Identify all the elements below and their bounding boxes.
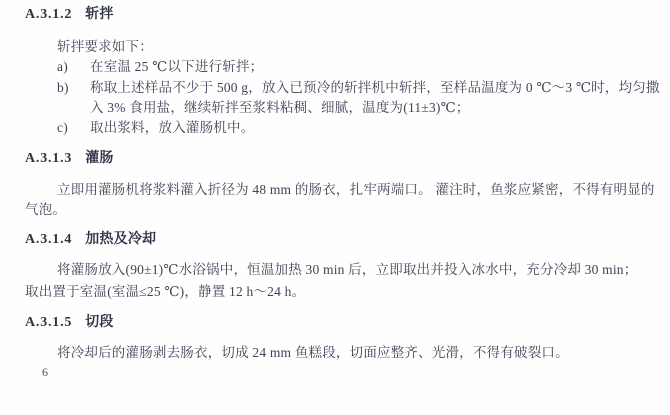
paragraph-line: 将冷却后的灌肠剥去肠衣，切成 24 mm 鱼糕段，切面应整齐、光滑，不得有破裂口。 [57,345,569,360]
page-number: 6 [42,365,49,379]
paragraph-line: 气泡。 [25,202,67,217]
paragraph-line: 将灌肠放入(90±1)℃水浴锅中，恒温加热 30 min 后，立即取出并投入冰水中，充分冷却 30 min； [57,262,638,277]
clause-title: 灌肠 [85,151,114,166]
clause-heading-a312 [25,6,114,23]
paragraph-line: 取出置于室温(室温≤25 ℃)，静置 12 h～24 h。 [25,284,306,299]
clause-title: 加热及冷却 [85,232,157,247]
list-item-a [57,58,263,75]
list-label-b: b) [57,80,69,95]
intro-text: 斩拌要求如下： [57,39,153,54]
clause-title: 切段 [85,315,114,330]
clause-heading-a314 [25,231,156,248]
paragraph-line: 立即用灌肠机将浆料灌入折径为 48 mm 的肠衣，扎牢两端口。 灌注时，鱼浆应紧密，不得有明显的 [57,182,655,197]
clause-title: 斩拌 [85,7,114,22]
clause-number: A.3.1.4 [25,232,73,247]
list-label-a: a) [57,59,68,74]
clause-number: A.3.1.3 [25,151,73,166]
list-text-c: 取出浆料，放入灌肠机中。 [90,120,255,135]
list-text-b: 称取上述样品不少于 500 g，放入已预冷的斩拌机中斩拌，至样品温度为 0 ℃～3 ℃时，均匀撒 [90,80,660,95]
clause-number: A.3.1.2 [25,7,73,22]
list-text-b-continuation: 入 3% 食用盐，继续斩拌至浆料粘稠、细腻，温度为(11±3)℃； [90,100,470,115]
list-item-c [57,119,254,136]
list-label-c: c) [57,120,68,135]
list-item-b [57,79,660,96]
clause-number: A.3.1.5 [25,315,73,330]
list-text-a: 在室温 25 ℃以下进行斩拌； [90,59,264,74]
clause-heading-a315 [25,314,114,331]
clause-heading-a313 [25,150,114,167]
